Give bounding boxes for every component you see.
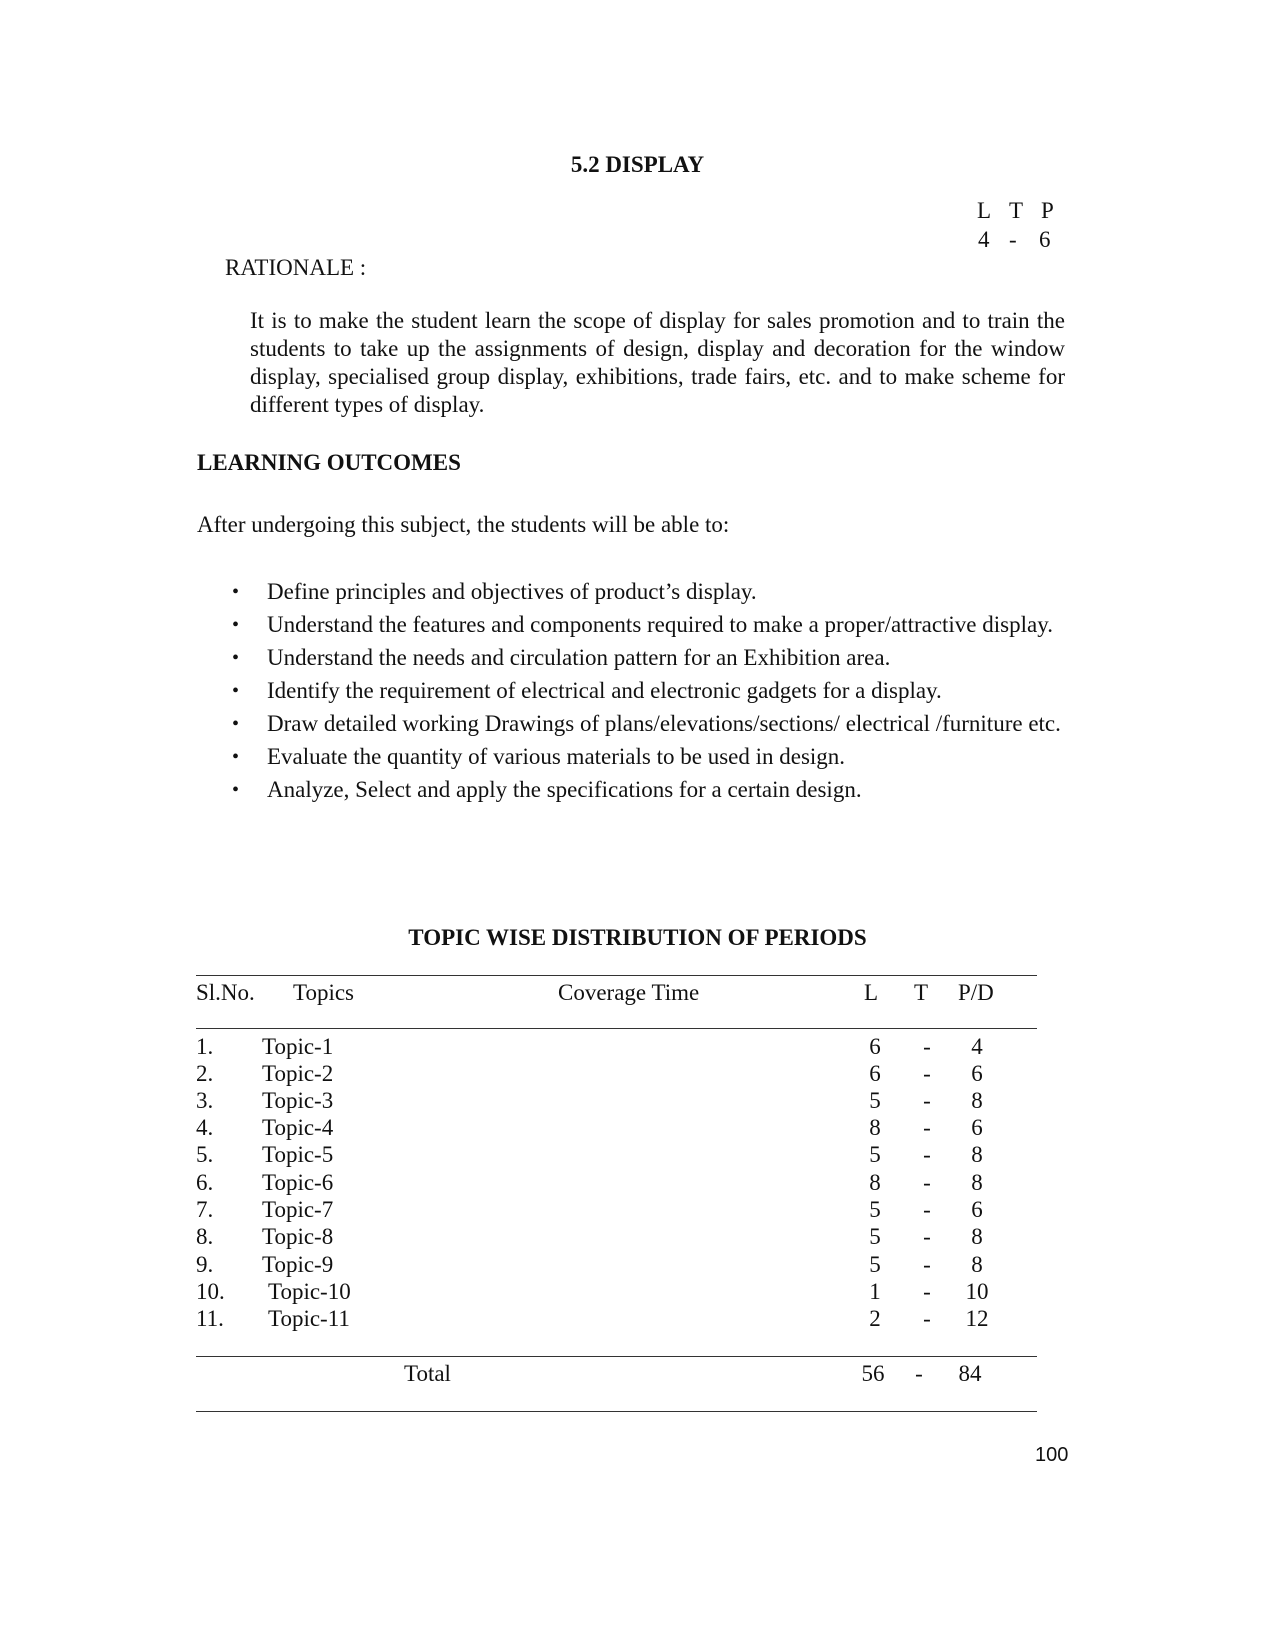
row-topic: Topic-8 <box>262 1224 334 1249</box>
total-label: Total <box>404 1361 451 1386</box>
row-l: 2 <box>869 1306 881 1331</box>
row-l: 8 <box>869 1170 881 1195</box>
row-topic: Topic-9 <box>262 1252 334 1277</box>
row-pd: 4 <box>971 1034 983 1059</box>
ltp-l-label: L <box>977 198 992 223</box>
row-slno: 8. <box>196 1224 214 1249</box>
row-slno: 10. <box>196 1279 225 1304</box>
list-item <box>232 577 1067 607</box>
bullet-icon: • <box>232 614 240 636</box>
row-t: - <box>923 1034 931 1059</box>
row-slno: 11. <box>196 1306 224 1331</box>
bullet-icon: • <box>232 713 240 735</box>
row-t: - <box>923 1252 931 1277</box>
learning-outcomes-intro: After undergoing this subject, the students will be able to: <box>197 512 730 537</box>
row-pd: 8 <box>971 1252 983 1277</box>
rationale-heading: RATIONALE : <box>225 255 367 280</box>
list-item <box>232 742 1067 772</box>
row-t: - <box>923 1224 931 1249</box>
row-topic: Topic-1 <box>262 1034 334 1059</box>
header-t: T <box>914 980 929 1005</box>
row-pd: 10 <box>965 1279 989 1304</box>
page-number: 100 <box>1035 1444 1069 1466</box>
row-pd: 8 <box>971 1088 983 1113</box>
list-item-text: Draw detailed working Drawings of plans/elevations/sections/ electrical /furniture etc. <box>267 711 1061 736</box>
list-item <box>232 775 1067 805</box>
row-slno: 5. <box>196 1142 214 1167</box>
total-pd: 84 <box>958 1361 982 1386</box>
row-pd: 8 <box>971 1142 983 1167</box>
row-topic: Topic-6 <box>262 1170 334 1195</box>
row-topic: Topic-7 <box>262 1197 334 1222</box>
ltp-t-value: - <box>1009 227 1017 252</box>
list-item-text: Understand the features and components required to make a proper/attractive display. <box>267 612 1053 637</box>
row-l: 5 <box>869 1197 881 1222</box>
list-item <box>232 709 1067 739</box>
table-rule-total <box>196 1356 1037 1357</box>
header-coverage-time: Coverage Time <box>558 980 700 1005</box>
list-item <box>232 676 1067 706</box>
row-pd: 12 <box>965 1306 989 1331</box>
row-slno: 7. <box>196 1197 214 1222</box>
row-t: - <box>923 1061 931 1086</box>
row-topic: Topic-2 <box>262 1061 334 1086</box>
ltp-p-label: P <box>1041 198 1054 223</box>
row-pd: 6 <box>971 1197 983 1222</box>
row-l: 5 <box>869 1224 881 1249</box>
learning-outcomes-heading: LEARNING OUTCOMES <box>197 450 461 475</box>
row-slno: 6. <box>196 1170 214 1195</box>
row-t: - <box>923 1197 931 1222</box>
list-item <box>232 610 1067 640</box>
ltp-l-value: 4 <box>978 227 990 252</box>
bullet-icon: • <box>232 746 240 768</box>
list-item-text: Analyze, Select and apply the specifications for a certain design. <box>267 777 862 802</box>
row-t: - <box>923 1279 931 1304</box>
list-item-text: Identify the requirement of electrical and electronic gadgets for a display. <box>267 678 942 703</box>
header-topics: Topics <box>293 980 354 1005</box>
row-slno: 9. <box>196 1252 214 1277</box>
ltp-t-label: T <box>1009 198 1024 223</box>
row-slno: 1. <box>196 1034 214 1059</box>
list-item-text: Understand the needs and circulation pattern for an Exhibition area. <box>267 645 891 670</box>
bullet-icon: • <box>232 779 240 801</box>
header-l: L <box>864 980 879 1005</box>
table-rule-bottom <box>196 1411 1037 1412</box>
row-l: 5 <box>869 1142 881 1167</box>
row-topic: Topic-3 <box>262 1088 334 1113</box>
row-l: 5 <box>869 1252 881 1277</box>
list-item <box>232 643 1067 673</box>
distribution-table-heading: TOPIC WISE DISTRIBUTION OF PERIODS <box>408 925 867 950</box>
list-item-text: Define principles and objectives of product’s display. <box>267 579 757 604</box>
total-t: - <box>915 1361 923 1386</box>
row-l: 6 <box>869 1061 881 1086</box>
header-pd: P/D <box>958 980 994 1005</box>
bullet-icon: • <box>232 647 240 669</box>
row-l: 6 <box>869 1034 881 1059</box>
row-t: - <box>923 1088 931 1113</box>
row-l: 1 <box>869 1279 881 1304</box>
row-topic: Topic-11 <box>268 1306 350 1331</box>
table-rule-top <box>196 975 1037 976</box>
bullet-icon: • <box>232 680 240 702</box>
row-t: - <box>923 1115 931 1140</box>
row-pd: 6 <box>971 1115 983 1140</box>
row-t: - <box>923 1170 931 1195</box>
row-pd: 6 <box>971 1061 983 1086</box>
row-t: - <box>923 1306 931 1331</box>
row-slno: 4. <box>196 1115 214 1140</box>
bullet-icon: • <box>232 581 240 603</box>
row-slno: 3. <box>196 1088 214 1113</box>
row-topic: Topic-4 <box>262 1115 334 1140</box>
row-t: - <box>923 1142 931 1167</box>
row-pd: 8 <box>971 1170 983 1195</box>
ltp-p-value: 6 <box>1039 227 1051 252</box>
rationale-text: It is to make the student learn the scope of display for sales promotion and to train the students to take up the assignments of design, display and decoration for the window display, specialised group display, exhibitions, trade fairs, etc. and to make scheme for different types of display. <box>250 308 1065 417</box>
header-slno: Sl.No. <box>196 980 255 1005</box>
row-l: 5 <box>869 1088 881 1113</box>
table-rule-header <box>196 1028 1037 1029</box>
page-title: 5.2 DISPLAY <box>570 152 705 177</box>
learning-outcomes-list <box>232 577 1067 808</box>
row-l: 8 <box>869 1115 881 1140</box>
row-pd: 8 <box>971 1224 983 1249</box>
list-item-text: Evaluate the quantity of various materials to be used in design. <box>267 744 846 769</box>
row-topic: Topic-5 <box>262 1142 334 1167</box>
total-l: 56 <box>861 1361 885 1386</box>
row-topic: Topic-10 <box>268 1279 351 1304</box>
row-slno: 2. <box>196 1061 214 1086</box>
